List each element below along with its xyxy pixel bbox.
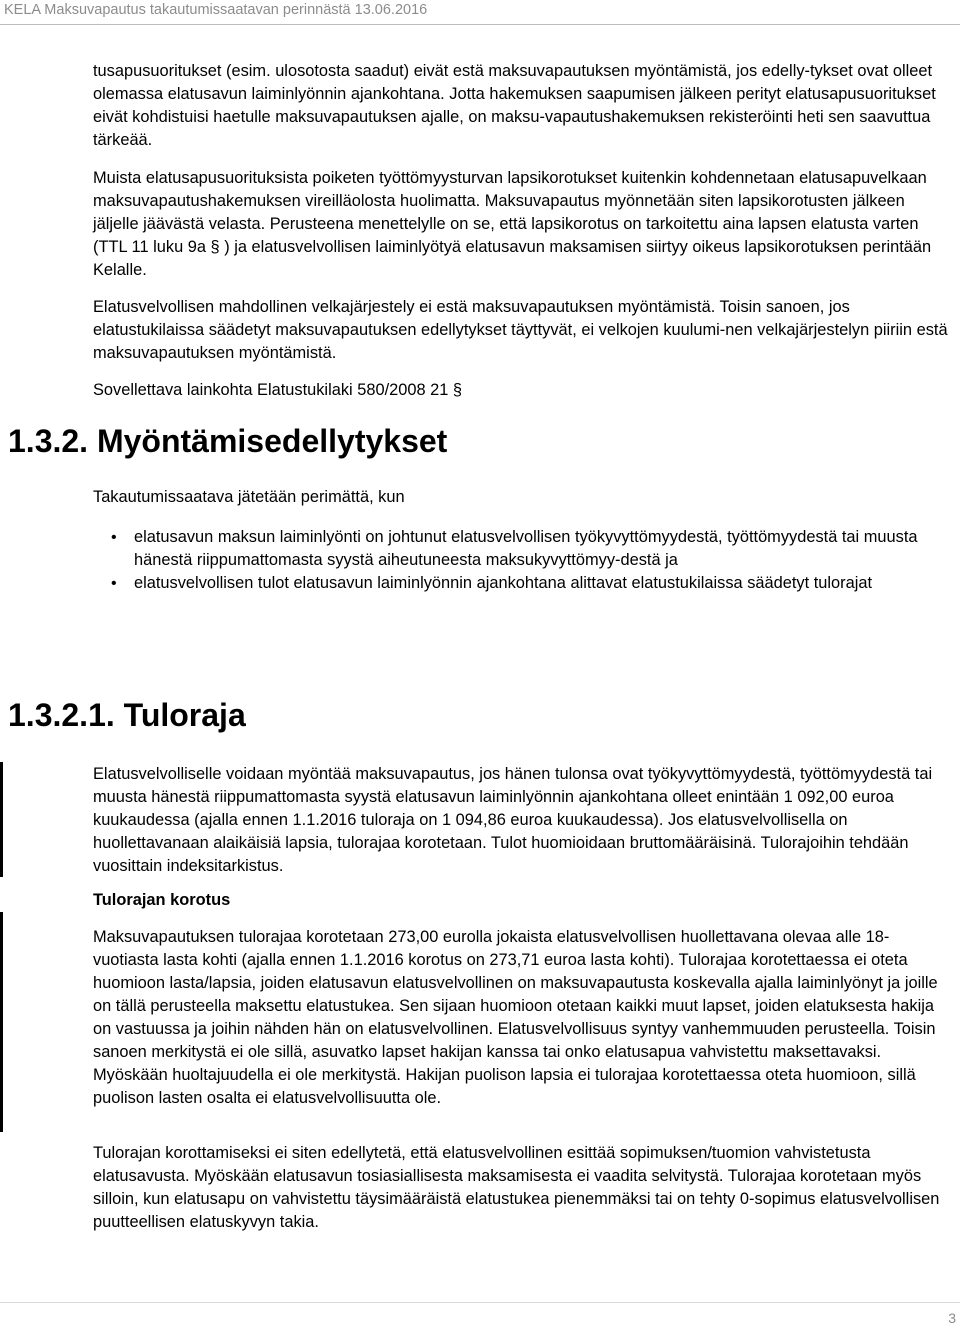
bullet-icon: • [111,529,117,546]
conditions-intro: Takautumissaatava jätetään perimättä, kun [93,488,405,506]
list-item-text: elatusvelvollisen tulot elatusavun laiminlyönnin ajankohtana alittavat elatustukilaissa säädetyt tulorajat [134,574,873,592]
section-heading-conditions: 1.3.2. Myöntämisedellytykset [8,423,448,459]
change-bar [0,762,3,877]
header-divider [0,24,960,25]
list-item-text: elatusavun maksun laiminlyönti on johtunut elatusvelvollisen työkyvyttömyydestä, työttömyydestä tai muusta hänestä riippumattomasta syystä aiheutuneesta maksukyvyttömyy-destä ja [134,528,918,569]
list-item [93,526,953,572]
paragraph-debt-arrangement: Elatusvelvollisen mahdollinen velkajärjestely ei estä maksuvapautuksen myöntämistä. Toisin sanoen, jos elatustukilaissa säädetyt maksuvapautuksen edellytykset täyttyvät, ei velkojen kuulumi-nen velkajärjestelyn piiriin estä maksuvapautuksen myöntämistä. [93,298,948,362]
footer-divider [0,1302,960,1303]
paragraph-garnishment: tusapusuoritukset (esim. ulosotosta saadut) eivät estä maksuvapautuksen myöntämistä, jos edelly-tykset ovat olleet olemassa elatusavun laiminlyönnin ajankohtana. Jotta hakemuksen saapumisen jälkeen perityt elatusapusuoritukset eivät kohdistuisi haetulle maksuvapautuksen ajalle, on maksu-vapautushakemuksen rekisteröinti heti sen saavuttua tärkeää. [93,62,936,149]
paragraph-child-increments: Muista elatusapusuorituksista poiketen työttömyysturvan lapsikorotukset kuitenkin kohdennetaan elatusapuvelkaan maksuvapautushakemuksen vireilläolosta huolimatta. Maksuvapautus myönnetään siten lapsikorotusten jälkeen jäljelle jäävästä velasta. Perusteena menettelylle on se, että lapsikorotus on tarkoitettu aina lapsen elatusta varten (TTL 11 luku 9a § ) ja elatusvelvollisen laiminlyötyä elatusavun maksamisen siirtyy oikeus lapsikorotuksen perintään Kelalle. [93,169,932,279]
page-number: 3 [948,1310,956,1326]
bullet-icon: • [111,575,117,592]
list-item [93,572,953,595]
change-bar [0,912,3,1132]
section-heading-income-limit: 1.3.2.1. Tuloraja [8,697,246,733]
paragraph-no-agreement-required: Tulorajan korottamiseksi ei siten edellytetä, että elatusvelvollinen esittää sopimuksen/tuomion vahvistetusta elatusavusta. Myöskään elatusavun tosiasiallisesta maksamisesta ei vaadita selvitystä. Tulorajaa korotetaan myös silloin, kun elatusapu on vahvistettu täysimääräistä elatustukea pienemmäksi tai on tehty 0-sopimus elatusvelvollisen puutteellisen elatuskyvyn takia. [93,1144,940,1231]
subheading-limit-increase: Tulorajan korotus [93,891,231,909]
paragraph-legal-reference: Sovellettava lainkohta Elatustukilaki 580/2008 21 § [93,381,463,399]
paragraph-limit-increase: Maksuvapautuksen tulorajaa korotetaan 273,00 eurolla jokaista elatusvelvollisen huollettavana olevaa alle 18-vuotiasta lasta kohti (ajalla ennen 1.1.2016 korotus on 273,71 euroa lasta kohti). Tulorajaa korotettaessa ei oteta huomioon lasta/lapsia, joiden elatusavun elatusvelvollinen on maksuvapautusta koskevalla ajalla laiminlyönyt ja joille on tällä perusteella maksettu elatustukea. Sen sijaan huomioon otetaan kaikki muut lapset, joiden elatuksesta hakija on vastuussa ja joihin nähden hän on elatusvelvollinen. Elatusvelvollisuus syntyy vanhemmuuden perusteella. Toisin sanoen merkitystä ei ole sillä, asuvatko lapset hakijan kanssa tai onko elatusapua vahvistettu maksettavaksi. Myöskään huoltajuudella ei ole merkitystä. Hakijan puolison lapsia ei tulorajaa korotettaessa oteta huomioon, sillä puolison lasten osalta ei elatusvelvollisuutta ole. [93,928,938,1107]
paragraph-income-limit: Elatusvelvolliselle voidaan myöntää maksuvapautus, jos hänen tulonsa ovat työkyvyttömyydestä, työttömyydestä tai muusta hänestä riippumattomasta syystä elatusavun laiminlyönnin ajankohtana olleet enintään 1 092,00 euroa kuukaudessa (ajalla ennen 1.1.2016 tuloraja on 1 094,86 euroa kuukaudessa). Jos elatusvelvollisella on huollettavanaan alaikäisiä lapsia, tulorajaa korotetaan. Tulot huomioidaan bruttomääräisinä. Tulorajoihin tehdään vuosittain indeksitarkistus. [93,765,933,875]
conditions-list [93,526,953,595]
document-header: KELA Maksuvapautus takautumissaatavan perinnästä 13.06.2016 [4,2,428,18]
